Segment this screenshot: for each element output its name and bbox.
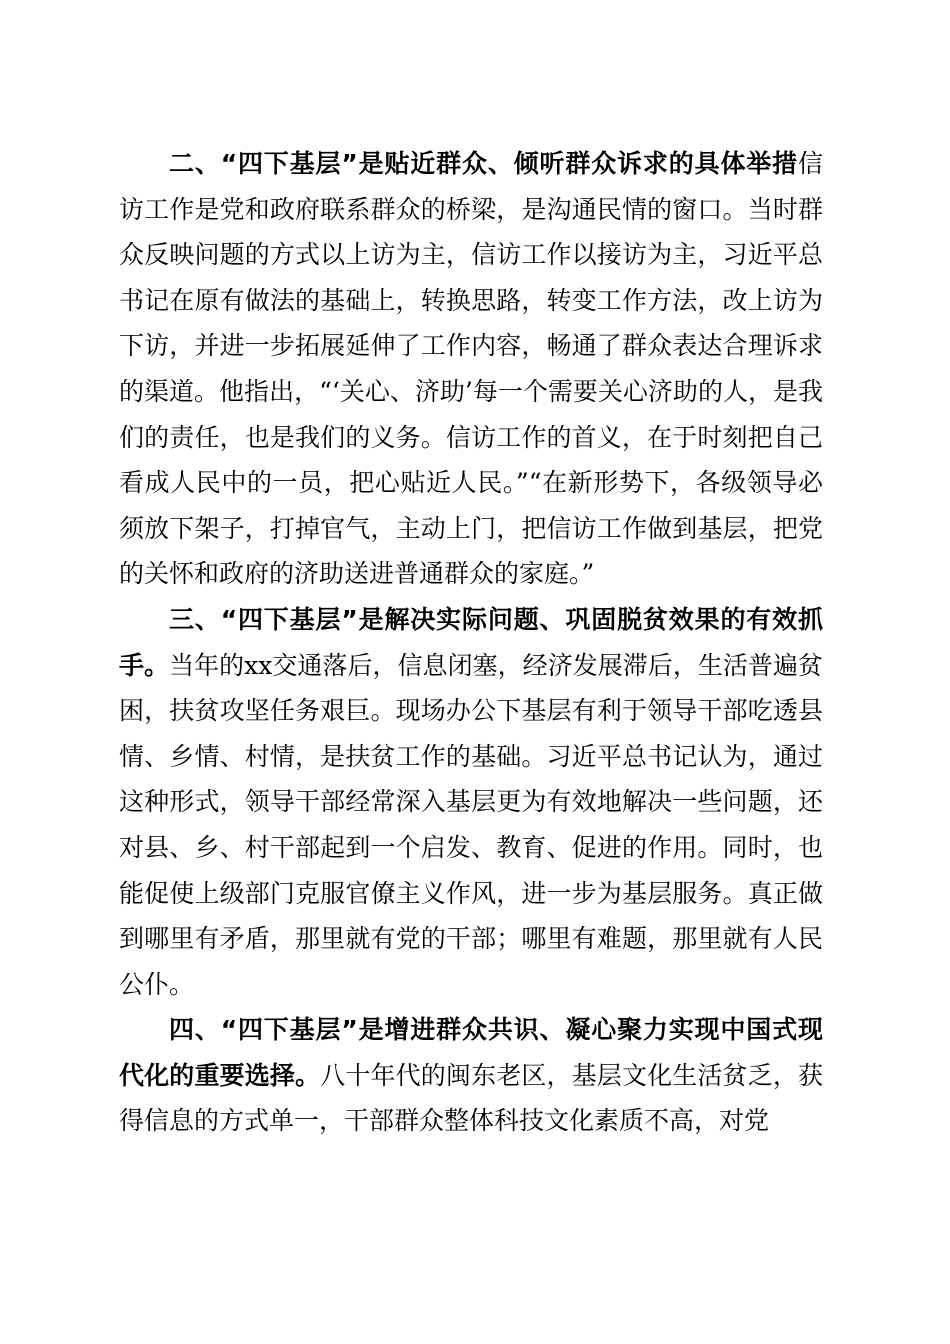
- paragraph-section-2: [119, 141, 823, 597]
- section-3-text: 当年的xx交通落后，信息闭塞，经济发展滞后，生活普遍贫困，扶贫攻坚任务艰巨。现场办公下基层有利于领导干部吃透县情、乡情、村情，是扶贫工作的基础。习近平总书记认为，通过这种形式，领导干部经常深入基层更为有效地解决一些问题，还对县、乡、村干部起到一个启发、教育、促进的作用。同时，也能促使上级部门克服官僚主义作风，进一步为基层服务。真正做到哪里有矛盾，那里就有党的干部；哪里有难题，那里就有人民公仆。: [119, 650, 823, 999]
- section-2-text: 信访工作是党和政府联系群众的桥梁，是沟通民情的窗口。当时群众反映问题的方式以上访为主，信访工作以接访为主，习近平总书记在原有做法的基础上，转换思路，转变工作方法，改上访为下访，并进一步拓展延伸了工作内容，畅通了群众表达合理诉求的渠道。他指出，“‘关心、济助’每一个需要关心济助的人，是我们的责任，也是我们的义务。信访工作的首义，在于时刻把自己看成人民中的一员，把心贴近人民。”“在新形势下，各级领导必须放下架子，打掉官气，主动上门，把信访工作做到基层，把党的关怀和政府的济助送进普通群众的家庭。”: [119, 149, 823, 589]
- section-4-text: 八十年代的闽东老区，基层文化生活贫乏，获得信息的方式单一，干部群众整体科技文化素质不高，对党: [119, 1060, 823, 1136]
- paragraph-section-3: [119, 597, 823, 1007]
- section-3-heading: 三、“四下基层”是解决实际问题、巩固脱贫效果的有效抓手。: [119, 604, 823, 680]
- document-body: [119, 141, 823, 1144]
- section-4-heading: 四、“四下基层”是增进群众共识、凝心聚力实现中国式现代化的重要选择。: [119, 1015, 823, 1090]
- section-2-heading: 二、“四下基层”是贴近群众、倾听群众诉求的具体举措: [169, 149, 798, 178]
- paragraph-section-4: [119, 1007, 823, 1144]
